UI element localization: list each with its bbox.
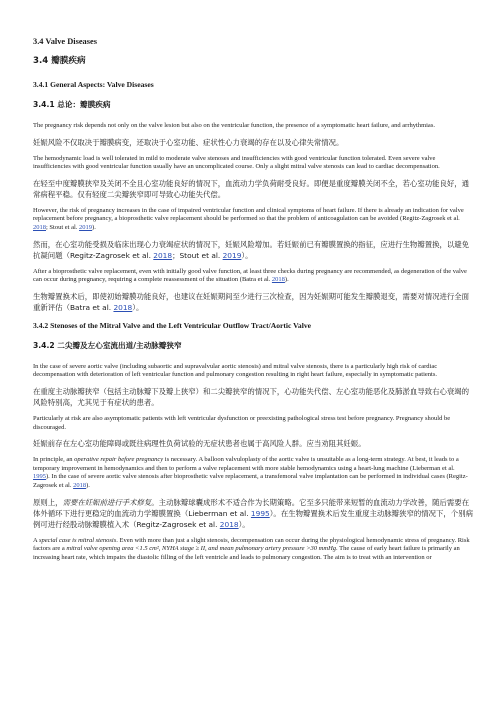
citation-link[interactable]: 2018 — [271, 276, 285, 284]
citation-link[interactable]: 2018 — [219, 519, 239, 529]
heading-general-aspects-zh: 3.4.1 总论：瓣膜疾病 — [33, 100, 111, 109]
citation-link[interactable]: 2018 — [33, 223, 46, 231]
paragraph-7-zh: 原则上，需要在妊娠前进行手术修复。主动脉瓣球囊成形术不适合作为长期策略。它至多只能带来短暂的血流动力学改善，随后需要在体外循环下进行更稳定的血流动力学瓣膜置换（Lieberman et al. 1995）。在生物瓣置换术后发生重度主动脉瓣狭窄的情况下，个别病例可进行经股动脉瓣膜植入术（Regitz-Zagrosek et al. 2018）。 — [33, 497, 473, 529]
document-page — [33, 36, 473, 568]
paragraph-5-zh: 在重度主动脉瓣狭窄（包括主动脉瓣下及瓣上狭窄）和二尖瓣狭窄的情况下，心功能失代偿、左心室功能恶化及肺淤血导致右心衰竭的风险特别高，尤其见于有症状的患者。 — [33, 386, 470, 407]
paragraph-6-zh: 妊娠前存在左心室功能障碍或既往病理性负荷试验的无症状患者也属于高风险人群。应当劝阻其妊娠。 — [33, 439, 366, 449]
paragraph-8-en: A special case is mitral stenosis. Even with more than just a slight stenosis, decompensation can occur during the physiological hemodynamic stress of pregnancy. Risk factors are a mitral valve opening area <1.5 cm², NYHA stage ≥ II, and mean pulmonary artery pressure >30 mmHg. The cause of early heart failure is primarily an increasing heart rate, which impairs the diastolic filling of the left ventricle and leads to pulmonary congestion. The aim is to treat with an intervention or — [33, 536, 470, 561]
citation-link[interactable]: 2018 — [113, 302, 133, 312]
citation-link[interactable]: 1995 — [33, 473, 46, 481]
paragraph-3-zh: 然而，在心室功能受损及临床出现心力衰竭症状的情况下，妊娠风险增加。若妊娠前已有瓣膜置换的指征，应进行生物瓣置换，以避免抗凝问题（Regitz-Zagrosek et al. 2018；Stout et al. 2019）。 — [33, 239, 470, 260]
paragraph-4-en: After a bioprosthetic valve replacement, even with initially good valve function, at least three checks during pregnancy are recommended, as degeneration of the valve can occur during pregnancy, requiring a complete reassessment of the situation (Batra et al. 2018). — [33, 267, 467, 284]
heading-stenoses-en: 3.4.2 Stenoses of the Mitral Valve and the Left Ventricular Outflow Tract/Aortic Valve — [33, 320, 311, 330]
citation-link[interactable]: 1995 — [250, 508, 270, 518]
paragraph-4-zh: 生物瓣置换术后，即使初始瓣膜功能良好，也建议在妊娠期间至少进行三次检查，因为妊娠期可能发生瓣膜退变，需要对情况进行全面重新评估（Batra et al. 2018）。 — [33, 291, 470, 312]
paragraph-6-en: Particularly at risk are also asymptomatic patients with left ventricular dysfunction or preexisting pathological stress test before pregnancy. Pregnancy should be discouraged. — [33, 414, 451, 431]
citation-link[interactable]: 2018 — [153, 250, 173, 260]
heading-general-aspects-en: 3.4.1 General Aspects: Valve Diseases — [33, 80, 154, 89]
heading-stenoses-zh: 3.4.2 二尖瓣及左心室流出道/主动脉瓣狭窄 — [33, 340, 182, 350]
citation-link[interactable]: 2019 — [79, 223, 93, 231]
paragraph-3-en: However, the risk of pregnancy increases in the case of impaired ventricular function and clinical symptoms of heart failure. If there is already an indication for valve replacement before pregnancy, a bioprosthetic valve replacement should be performed so that the problem of anticoagulation can be avoided (Regitz-Zagrosek et al. 2018; Stout et al. 2019). — [33, 206, 464, 231]
paragraph-1-zh: 妊娠风险不仅取决于瓣膜病变，还取决于心室功能、症状性心力衰竭的存在以及心律失常情况。 — [33, 137, 344, 147]
citation-link[interactable]: 2019 — [222, 250, 242, 260]
citation-link[interactable]: 2018 — [73, 481, 87, 489]
paragraph-2-zh: 在轻至中度瓣膜狭窄及关闭不全且心室功能良好的情况下，血流动力学负荷耐受良好。即便是重度瓣膜关闭不全，若心室功能良好，通常病程平稳。仅有轻度二尖瓣狭窄即可导致心功能失代偿。 — [33, 178, 470, 199]
heading-valve-diseases-zh: 3.4 瓣膜疾病 — [33, 56, 86, 66]
paragraph-2-en: The hemodynamic load is well tolerated in mild to moderate valve stenoses and insufficiencies with good ventricular function tolerated. Even severe valve insufficiencies with good ventricular function usually have an uncomplicated course. Only a slight mitral valve stenosis can lead to cardiac decompensation. — [33, 154, 440, 171]
heading-valve-diseases-en: 3.4 Valve Diseases — [33, 37, 97, 46]
paragraph-5-en: In the case of severe aortic valve (including subaortic and supravalvular aortic stenosis) and mitral valve stenosis, there is a particularly high risk of cardiac decompensation with deterioration of left ventricular function and pulmonary congestion resulting in right heart failure, especially in symptomatic patients. — [33, 362, 438, 379]
paragraph-7-en: In principle, an operative repair before pregnancy is necessary. A balloon valvuloplasty of the aortic valve is unsuitable as a long-term strategy. At best, it leads to a temporary improvement in hemodynamics and then to perform a valve replacement with more stable hemodynamics using a heart-lung machine (Lieberman et al. 1995). In the case of severe aortic valve stenosis after bioprosthetic valve replacement, a transfemoral valve implantation can be performed in individual cases (Regitz-Zagrosek et al. 2018). — [33, 456, 468, 489]
paragraph-1-en: The pregnancy risk depends not only on the valve lesion but also on the ventricular function, the presence of a symptomatic heart failure, and arrhythmias. — [33, 122, 435, 129]
